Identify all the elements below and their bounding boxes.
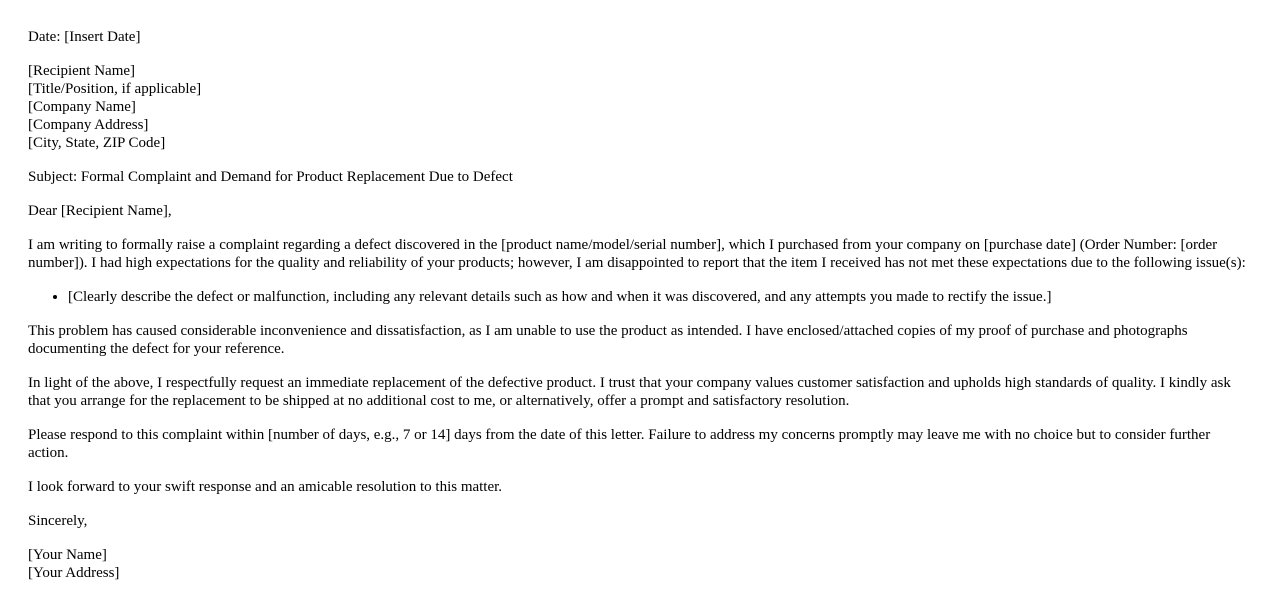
recipient-city-state-zip: [City, State, ZIP Code] bbox=[28, 135, 166, 151]
sender-address: [Your Address] bbox=[28, 565, 120, 581]
sender-name: [Your Name] bbox=[28, 547, 107, 563]
salutation: Dear [Recipient Name], bbox=[28, 203, 172, 219]
list-item: • [Clearly describe the defect or malfunction, including any relevant details such as how and when it was discovered, and any attempts you made to rectify the issue.] bbox=[68, 288, 1250, 306]
recipient-company-address: [Company Address] bbox=[28, 117, 149, 133]
subject-line: Subject: Formal Complaint and Demand for Product Replacement Due to Defect bbox=[28, 169, 513, 185]
complaint-letter bbox=[28, 28, 1250, 598]
closing-paragraph: I look forward to your swift response and an amicable resolution to this matter. bbox=[28, 479, 503, 495]
issue-list bbox=[28, 288, 1250, 306]
sign-off: Sincerely, bbox=[28, 513, 88, 529]
recipient-title: [Title/Position, if applicable] bbox=[28, 81, 202, 97]
recipient-company: [Company Name] bbox=[28, 99, 136, 115]
sender-block bbox=[28, 546, 1250, 582]
recipient-name: [Recipient Name] bbox=[28, 63, 136, 79]
date-line: Date: [Insert Date] bbox=[28, 29, 141, 45]
intro-paragraph: I am writing to formally raise a complaint regarding a defect discovered in the [product name/model/serial number], which I purchased from your company on [purchase date] (Order Number: [order number]). I had high expectations for the quality and reliability of your products; however, I am disappointed to report that the item I received has not met these expectations due to the following issue(s): bbox=[28, 237, 1246, 271]
impact-paragraph: This problem has caused considerable inconvenience and dissatisfaction, as I am unable to use the product as intended. I have enclosed/attached copies of my proof of purchase and photographs documenting the defect for your reference. bbox=[28, 323, 1188, 357]
request-paragraph: In light of the above, I respectfully request an immediate replacement of the defective product. I trust that your company values customer satisfaction and upholds high standards of quality. I kindly ask that you arrange for the replacement to be shipped at no additional cost to me, or alternatively, offer a prompt and satisfactory resolution. bbox=[28, 375, 1231, 409]
recipient-address-block bbox=[28, 62, 1250, 152]
deadline-paragraph: Please respond to this complaint within [number of days, e.g., 7 or 14] days from the date of this letter. Failure to address my concerns promptly may leave me with no choice but to consider further action. bbox=[28, 427, 1211, 461]
